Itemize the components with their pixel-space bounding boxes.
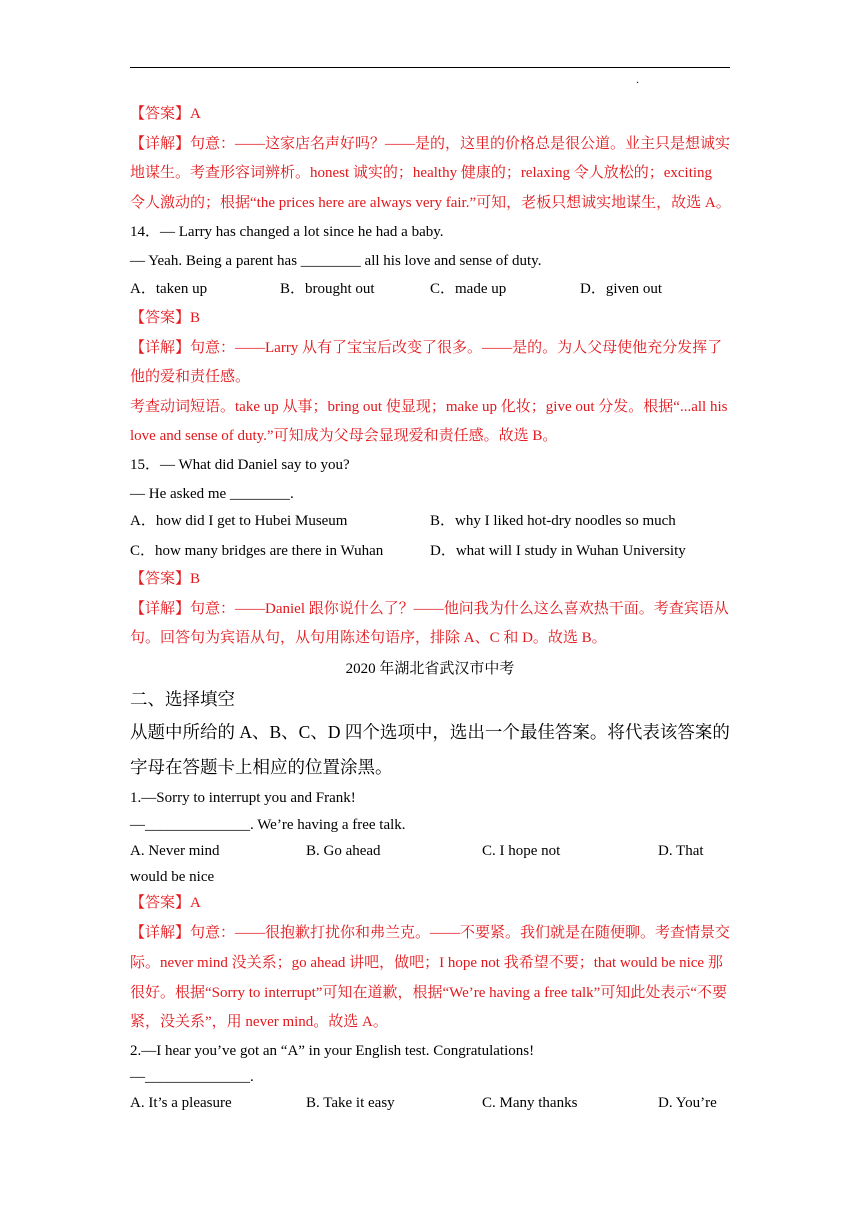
- q13-detail-line: 【详解】句意：——这家店名声好吗？——是的，这里的价格总是很公道。业主只是想诚实: [130, 136, 731, 152]
- instructions-line: 字母在答题卡上相应的位置涂黑。: [130, 757, 393, 777]
- q14-detail-line: 【详解】句意：——Larry 从有了宝宝后改变了很多。——是的。为人父母使他充分发挥了: [130, 340, 723, 356]
- q14-option-c: C．made up: [430, 281, 507, 297]
- q1-answer: 【答案】A: [130, 895, 201, 911]
- q15-answer: 【答案】B: [130, 571, 201, 587]
- q14-option-b: B．brought out: [280, 281, 375, 297]
- header-rule: [130, 67, 730, 68]
- q1-option-d: D. That: [658, 843, 704, 859]
- q15-option-a: A．how did I get to Hubei Museum: [130, 513, 348, 529]
- q1-detail-line: 紧，没关系”，用 never mind。故选 A。: [130, 1014, 388, 1030]
- q1-option-d-continued: would be nice: [130, 869, 215, 885]
- q14-stem: 14．— Larry has changed a lot since he had a baby.: [130, 224, 444, 240]
- section-title: 2020 年湖北省武汉市中考: [345, 661, 515, 677]
- q15-option-c: C．how many bridges are there in Wuhan: [130, 543, 384, 559]
- q15-detail-line: 句。回答句为宾语从句，从句用陈述句语序，排除 A、C 和 D。故选 B。: [130, 630, 607, 646]
- q14-detail-line: love and sense of duty.”可知成为父母会显现爱和责任感。故选 B。: [130, 428, 558, 444]
- q15-option-b: B．why I liked hot-dry noodles so much: [430, 513, 676, 529]
- q2-stem: 2.—I hear you’ve got an “A” in your English test. Congratulations!: [130, 1043, 535, 1059]
- q1-stem: 1.—Sorry to interrupt you and Frank!: [130, 790, 356, 806]
- q15-stem: 15．— What did Daniel say to you?: [130, 457, 350, 473]
- q1-option-b: B. Go ahead: [306, 843, 381, 859]
- q13-detail-line: 地谋生。考查形容词辨析。honest 诚实的；healthy 健康的；relaxing 令人放松的；exciting: [130, 165, 713, 181]
- q2-stem: —______________.: [130, 1069, 254, 1085]
- q15-stem: — He asked me ________.: [130, 486, 294, 502]
- q15-detail-line: 【详解】句意：——Daniel 跟你说什么了？——他问我为什么这么喜欢热干面。考查宾语从: [130, 601, 729, 617]
- q14-stem: — Yeah. Being a parent has ________ all his love and sense of duty.: [130, 253, 542, 269]
- q2-option-a: A. It’s a pleasure: [130, 1095, 232, 1111]
- q14-detail-line: 考查动词短语。take up 从事；bring out 使显现；make up 化妆；give out 分发。根据“...all his: [130, 399, 728, 415]
- q14-answer: 【答案】B: [130, 310, 201, 326]
- q1-detail-line: 际。never mind 没关系；go ahead 讲吧，做吧；I hope not 我希望不要；that would be nice 那: [130, 955, 723, 971]
- q1-option-a: A. Never mind: [130, 843, 220, 859]
- q1-detail-line: 很好。根据“Sorry to interrupt”可知在道歉，根据“We’re having a free talk”可知此处表示“不要: [130, 985, 727, 1001]
- q1-option-c: C. I hope not: [482, 843, 561, 859]
- q2-option-d: D. You’re: [658, 1095, 717, 1111]
- q13-answer: 【答案】A: [130, 106, 201, 122]
- q2-option-c: C. Many thanks: [482, 1095, 578, 1111]
- q14-option-a: A．taken up: [130, 281, 208, 297]
- q2-option-b: B. Take it easy: [306, 1095, 395, 1111]
- q13-detail-line: 令人激动的；根据“the prices here are always very fair.”可知，老板只想诚实地谋生，故选 A。: [130, 195, 731, 211]
- q15-option-d: D．what will I study in Wuhan University: [430, 543, 686, 559]
- instructions-line: 从题中所给的 A、B、C、D 四个选项中，选出一个最佳答案。将代表该答案的: [130, 722, 730, 742]
- q14-option-d: D．given out: [580, 281, 663, 297]
- header-dot: .: [636, 72, 639, 86]
- q1-stem: —______________. We’re having a free talk.: [130, 817, 406, 833]
- q1-detail-line: 【详解】句意：——很抱歉打扰你和弗兰克。——不要紧。我们就是在随便聊。考查情景交: [130, 925, 731, 941]
- q14-detail-line: 他的爱和责任感。: [130, 369, 251, 385]
- section-heading: 二、选择填空: [130, 689, 235, 709]
